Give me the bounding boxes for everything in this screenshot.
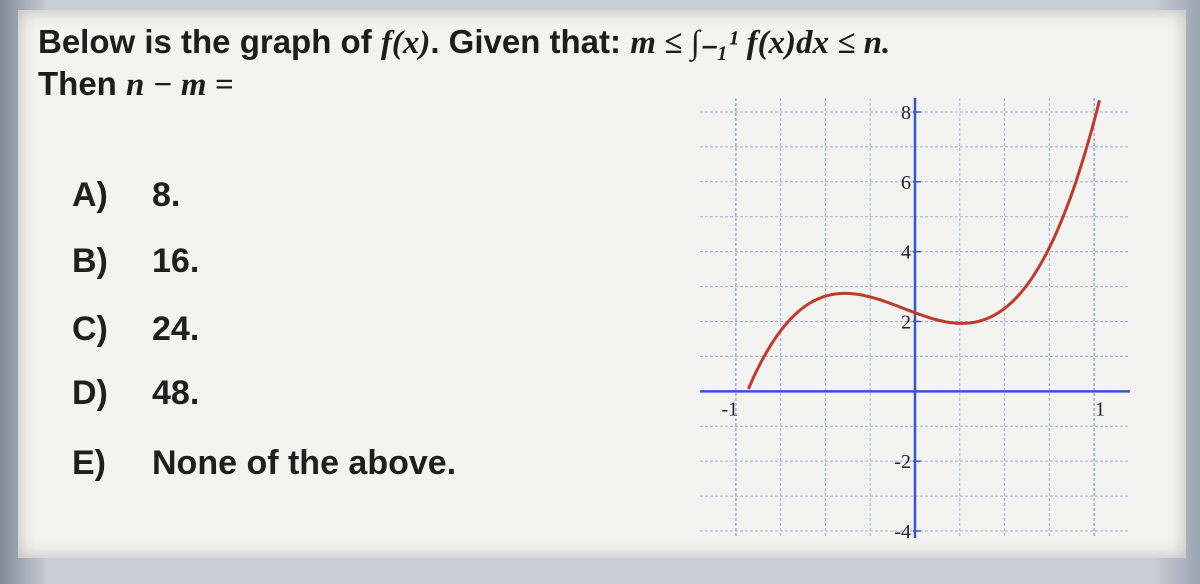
question-mid: . Given that:	[430, 23, 631, 60]
question-text	[38, 22, 1178, 105]
question-line-1	[38, 22, 1178, 64]
graph-axes	[700, 98, 1130, 538]
option-text: 24.	[152, 310, 200, 348]
y-tick-label: 8	[901, 101, 911, 124]
option-letter: D)	[72, 374, 108, 412]
option-b[interactable]	[72, 242, 199, 281]
y-tick-label: 2	[901, 311, 911, 334]
option-text: 8.	[152, 176, 181, 214]
option-a[interactable]	[72, 176, 180, 215]
option-letter: A)	[72, 176, 108, 214]
option-text: 48.	[152, 374, 200, 412]
y-tick-label: -4	[894, 521, 911, 538]
x-tick-label: 1	[1095, 398, 1106, 421]
option-text: 16.	[152, 242, 200, 280]
y-tick-label: -2	[894, 451, 911, 474]
option-d[interactable]	[72, 374, 199, 413]
option-c[interactable]	[72, 310, 199, 349]
function-curve	[748, 100, 1099, 389]
integral-inequality: m ≤ ∫₋₁¹ f(x)dx ≤ n.	[630, 25, 891, 61]
function-graph	[700, 98, 1130, 538]
graph-tick-labels	[721, 102, 1105, 538]
option-text: None of the above.	[152, 444, 457, 482]
option-e[interactable]	[72, 444, 456, 483]
x-tick-label: -1	[721, 398, 739, 421]
question-then: Then	[38, 64, 126, 102]
option-letter: C)	[72, 310, 108, 348]
function-label: f(x)	[380, 25, 431, 61]
y-tick-label: 4	[901, 241, 911, 264]
question-prefix: Below is the graph of	[38, 23, 381, 60]
option-letter: E)	[72, 444, 106, 482]
option-letter: B)	[72, 242, 108, 280]
difference-expression: n − m =	[126, 66, 234, 103]
y-tick-label: 6	[901, 171, 911, 194]
